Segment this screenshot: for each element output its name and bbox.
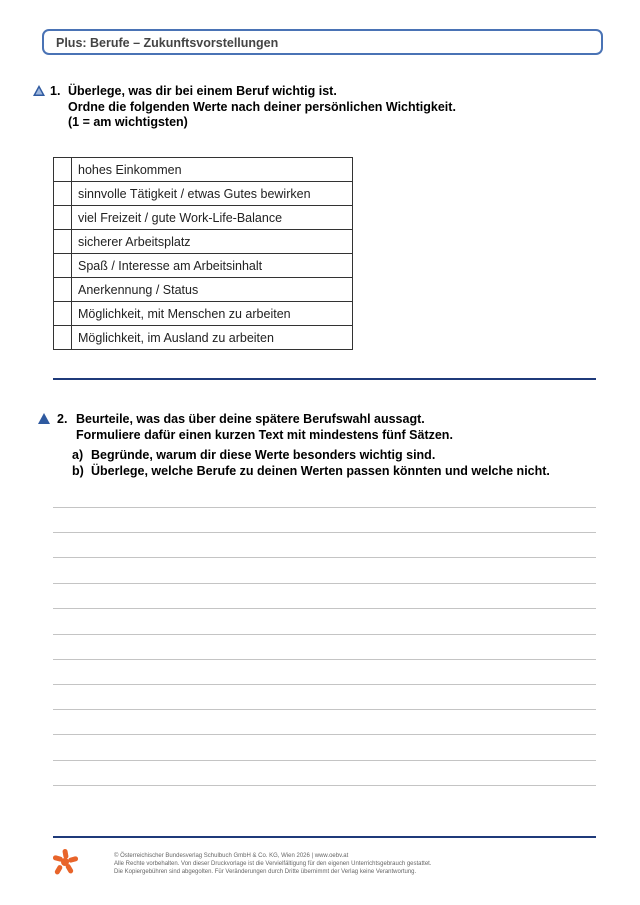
footer-line: Die Kopiergebühren sind abgegolten. Für Veränderungen durch Dritte übernimmt der Verlag keine Verantwortung. <box>114 869 417 875</box>
subtask-label: a) <box>72 448 84 462</box>
writing-line[interactable] <box>53 709 596 710</box>
table-row <box>54 158 353 182</box>
table-row <box>54 206 353 230</box>
value-label: Anerkennung / Status <box>72 278 353 302</box>
task-1-line: (1 = am wichtigsten) <box>68 115 188 129</box>
subtask-label: b) <box>72 464 84 478</box>
footer-line: Alle Rechte vorbehalten. Von dieser Druckvorlage ist die Vervielfältigung für den eigenen Unterrichtsgebrauch gestattet. <box>114 861 432 867</box>
table-row <box>54 278 353 302</box>
section-divider <box>53 378 596 380</box>
value-label: Möglichkeit, im Ausland zu arbeiten <box>72 326 353 350</box>
page-title: Plus: Berufe – Zukunftsvorstellungen <box>56 36 279 50</box>
difficulty-triangle-icon <box>37 412 51 425</box>
value-label: Möglichkeit, mit Menschen zu arbeiten <box>72 302 353 326</box>
writing-line[interactable] <box>53 507 596 508</box>
task-2-number: 2. <box>57 412 68 426</box>
table-row <box>54 182 353 206</box>
rank-input-box[interactable] <box>54 206 72 230</box>
table-row <box>54 326 353 350</box>
difficulty-triangle-icon <box>32 84 46 97</box>
rank-input-box[interactable] <box>54 182 72 206</box>
value-label: sicherer Arbeitsplatz <box>72 230 353 254</box>
rank-input-box[interactable] <box>54 254 72 278</box>
task-1-number: 1. <box>50 84 61 98</box>
task-2-line: Formuliere dafür einen kurzen Text mit mindestens fünf Sätzen. <box>76 427 453 442</box>
task-1-instructions <box>68 84 456 131</box>
writing-line[interactable] <box>53 659 596 660</box>
task-2-line: Beurteile, was das über deine spätere Berufswahl aussagt. <box>76 412 425 426</box>
values-ranking-table <box>53 157 353 350</box>
rank-input-box[interactable] <box>54 278 72 302</box>
rank-input-box[interactable] <box>54 158 72 182</box>
table-row <box>54 302 353 326</box>
rank-input-box[interactable] <box>54 326 72 350</box>
subtask-a <box>72 448 435 462</box>
writing-line[interactable] <box>53 785 596 786</box>
value-label: viel Freizeit / gute Work-Life-Balance <box>72 206 353 230</box>
value-label: hohes Einkommen <box>72 158 353 182</box>
subtask-text: Überlege, welche Berufe zu deinen Werten passen könnten und welche nicht. <box>91 464 550 478</box>
writing-line[interactable] <box>53 634 596 635</box>
footer-divider <box>53 836 596 838</box>
rank-input-box[interactable] <box>54 230 72 254</box>
writing-line[interactable] <box>53 684 596 685</box>
writing-line[interactable] <box>53 583 596 584</box>
table-row <box>54 254 353 278</box>
rank-input-box[interactable] <box>54 302 72 326</box>
footer-copyright <box>114 852 432 876</box>
writing-line[interactable] <box>53 734 596 735</box>
value-label: Spaß / Interesse am Arbeitsinhalt <box>72 254 353 278</box>
writing-line[interactable] <box>53 532 596 533</box>
title-box <box>42 29 603 55</box>
footer-line: © Österreichischer Bundesverlag Schulbuch GmbH & Co. KG, Wien 2026 | www.oebv.at <box>114 853 349 859</box>
task-1-line: Ordne die folgenden Werte nach deiner persönlichen Wichtigkeit. <box>68 99 456 114</box>
writing-line[interactable] <box>53 557 596 558</box>
writing-line[interactable] <box>53 760 596 761</box>
task-1-line: Überlege, was dir bei einem Beruf wichtig ist. <box>68 84 337 98</box>
writing-line[interactable] <box>53 608 596 609</box>
subtask-b <box>72 464 550 478</box>
value-label: sinnvolle Tätigkeit / etwas Gutes bewirken <box>72 182 353 206</box>
table-row <box>54 230 353 254</box>
subtask-text: Begründe, warum dir diese Werte besonders wichtig sind. <box>91 448 436 462</box>
task-2-instructions <box>76 412 453 443</box>
publisher-logo-icon <box>53 848 79 876</box>
